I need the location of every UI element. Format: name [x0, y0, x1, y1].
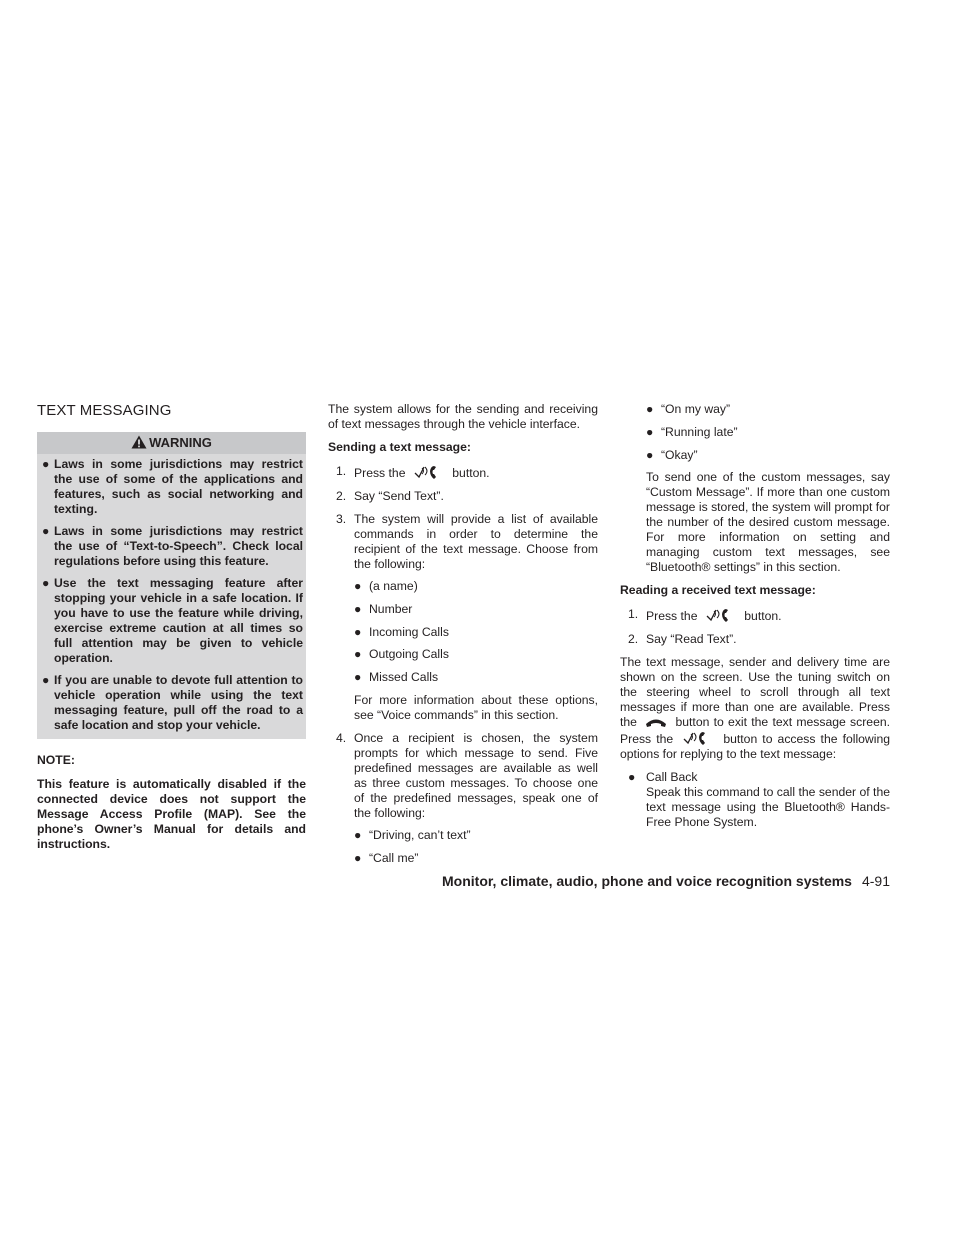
- page-number: 4-91: [861, 873, 890, 889]
- warning-item-text: If you are unable to devote full attention to vehicle operation while using the text messaging feature, pull off the road to a safe location and stop your vehicle.: [54, 673, 303, 732]
- paragraph-text: button to access the following options for replying to the text message:: [620, 732, 891, 762]
- sending-step-2: [328, 489, 598, 504]
- list-item-text: Missed Calls: [369, 670, 439, 685]
- sending-step-1: [328, 464, 598, 481]
- step-number: 1.: [628, 607, 639, 622]
- column-right: [620, 402, 890, 838]
- options-more-info: For more information about these options, see “Voice commands” in this section.: [354, 692, 598, 722]
- list-item-text: Outgoing Calls: [369, 647, 449, 662]
- message-list: [646, 402, 890, 463]
- step-text: button.: [744, 609, 782, 624]
- warning-item-text: Laws in some jurisdictions may restrict the use of some of the applications and features, such as social networking and texting.: [54, 457, 303, 516]
- warning-label: WARNING: [149, 435, 212, 450]
- list-item-text: “Driving, can’t text”: [369, 827, 471, 842]
- predefined-messages-continued: [620, 402, 890, 575]
- warning-item: [40, 576, 303, 666]
- list-item: [354, 851, 598, 866]
- predefined-messages: [354, 828, 598, 866]
- warning-header: [37, 432, 306, 454]
- bullet-icon: ●: [354, 624, 362, 639]
- reading-step-1: [620, 607, 890, 624]
- list-item-text: Number: [369, 601, 413, 616]
- bullet-icon: ●: [42, 457, 50, 471]
- paragraph-text: button to exit the text message screen. Press the: [620, 715, 891, 747]
- bullet-icon: ●: [354, 827, 362, 842]
- section-title: TEXT MESSAGING: [37, 402, 172, 419]
- talk-phone-icon: [413, 464, 445, 480]
- list-item: [354, 828, 598, 843]
- note-label: NOTE:: [37, 753, 75, 767]
- reply-option-description: Speak this command to call the sender of the text message using the Bluetooth® Hands-Free Phone System.: [646, 785, 890, 830]
- step-number: 1.: [336, 464, 347, 478]
- step-number: 3.: [336, 512, 347, 526]
- talk-phone-icon: [705, 607, 737, 623]
- step-number: 4.: [336, 730, 347, 745]
- reading-paragraph: [620, 655, 890, 762]
- list-item: [354, 602, 598, 617]
- step-text: Press the: [646, 609, 698, 624]
- bullet-icon: ●: [646, 402, 654, 416]
- list-item: [354, 579, 598, 594]
- reading-heading: Reading a received text message:: [620, 583, 816, 598]
- warning-item-text: Use the text messaging feature after stopping your vehicle in a safe location. If you have to use the feature while driving, exercise extreme caution at all times so full attention may be given to vehicle operation.: [54, 576, 303, 665]
- bullet-icon: ●: [42, 524, 50, 538]
- hang-up-phone-icon: [645, 717, 667, 729]
- footer-title: Monitor, climate, audio, phone and voice recognition systems: [442, 873, 852, 889]
- bullet-icon: ●: [42, 673, 50, 687]
- intro-paragraph: The system allows for the sending and receiving of text messages through the vehicle interface.: [328, 402, 598, 431]
- warning-item: [40, 524, 303, 569]
- list-item-text: “On my way”: [661, 402, 731, 416]
- step-text: Say “Send Text”.: [354, 489, 444, 503]
- column-left: [37, 402, 306, 852]
- sending-heading: Sending a text message:: [328, 440, 471, 454]
- page-footer: [300, 872, 890, 890]
- bullet-icon: ●: [354, 670, 362, 685]
- step-text: button.: [452, 466, 490, 480]
- list-item: [646, 402, 890, 417]
- warning-triangle-icon: [131, 435, 147, 449]
- reply-option: [628, 770, 890, 830]
- step-text: The system will provide a list of available commands in order to determine the recipient of the text message. Choose from the following:: [354, 512, 598, 571]
- list-item-text: “Running late”: [661, 424, 738, 439]
- recipient-options: [354, 579, 598, 685]
- sending-step-3: [328, 512, 598, 723]
- step-number: 2.: [336, 489, 347, 503]
- step-text: Say “Read Text”.: [646, 632, 737, 647]
- list-item-text: “Call me”: [369, 850, 419, 865]
- list-item: [646, 425, 890, 440]
- list-item: [646, 448, 890, 463]
- reading-step-2: [620, 632, 890, 647]
- bullet-icon: ●: [354, 647, 362, 662]
- list-item: [354, 670, 598, 685]
- bullet-icon: ●: [354, 579, 362, 593]
- step-text: Once a recipient is chosen, the system prompts for which message to send. Five predefined messages are available as well as three custom messages. To choose one of the predefined messages, speak one of the following:: [354, 730, 598, 820]
- list-item: [354, 647, 598, 662]
- custom-message-paragraph: To send one of the custom messages, say “Custom Message”. If more than one custom message is stored, the system will prompt for the number of the desired custom message. For more information on setting and managing custom text messages, see “Bluetooth® settings” in this section.: [646, 470, 890, 575]
- list-item-text: “Okay”: [661, 447, 698, 462]
- list-item-text: Incoming Calls: [369, 624, 449, 639]
- step-number: 2.: [628, 632, 639, 647]
- warning-item: [40, 673, 303, 733]
- list-item-text: (a name): [369, 579, 418, 593]
- bullet-icon: ●: [628, 770, 636, 785]
- bullet-icon: ●: [42, 576, 50, 590]
- column-middle: [328, 402, 598, 874]
- bullet-icon: ●: [646, 447, 654, 462]
- bullet-icon: ●: [646, 424, 654, 439]
- warning-item: [40, 457, 303, 517]
- talk-phone-icon: [682, 730, 714, 746]
- paragraph-text: The text message, sender and delivery time are shown on the screen. Use the tuning switch on the steering wheel to scroll through all text messages if more than one are available. Press the: [620, 655, 890, 730]
- bullet-icon: ●: [354, 850, 362, 865]
- warning-box: [37, 432, 306, 739]
- reply-option-title: Call Back: [646, 770, 698, 785]
- note-text: This feature is automatically disabled if the connected device does not support the Message Access Profile (MAP). See the phone’s Owner’s Manual for details and instructions.: [37, 777, 306, 851]
- sending-step-4: [328, 731, 598, 866]
- warning-item-text: Laws in some jurisdictions may restrict the use of “Text-to-Speech”. Check local regulations before using this feature.: [54, 524, 303, 568]
- step-text: Press the: [354, 466, 406, 480]
- bullet-icon: ●: [354, 601, 362, 616]
- list-item: [354, 625, 598, 640]
